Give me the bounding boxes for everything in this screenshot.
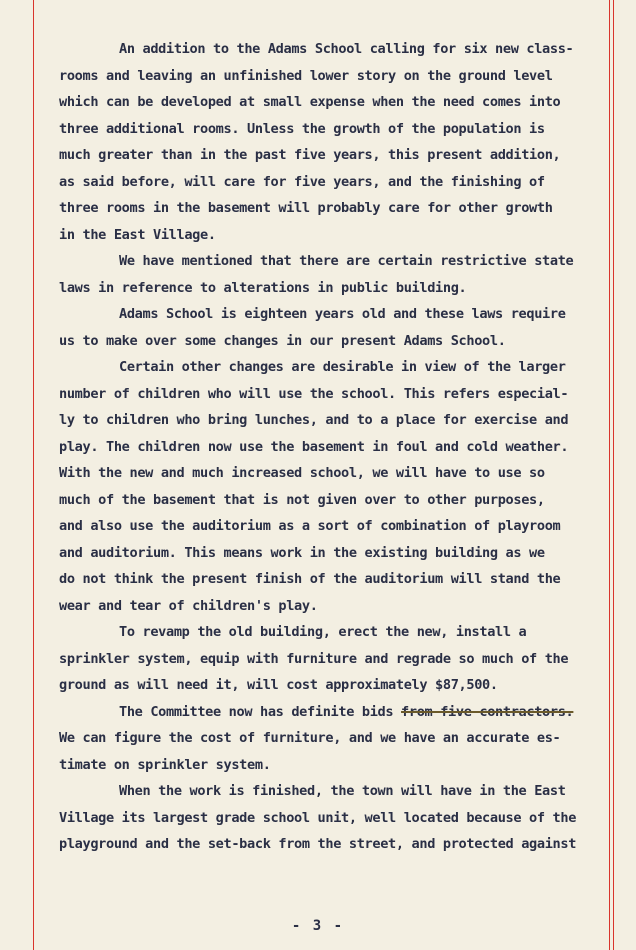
text-line: and auditorium. This means work in the existing building as we: [59, 544, 545, 561]
text-line: We have mentioned that there are certain restrictive state: [119, 253, 574, 269]
page-number: - 3 -: [291, 918, 345, 934]
text-line: much greater than in the past five years, this present addition,: [59, 147, 561, 163]
text-line: playground and the set-back from the street, and protected against: [59, 836, 577, 852]
text-line: and also use the auditorium as a sort of combination of playroom: [59, 518, 561, 534]
text-line: three additional rooms. Unless the growth of the population is: [59, 120, 545, 137]
paragraph-2: [59, 248, 611, 301]
text-line: Certain other changes are desirable in view of the larger: [119, 359, 566, 375]
text-line: much of the basement that is not given over to other purposes,: [59, 491, 545, 508]
text-line: When the work is finished, the town will have in the East: [119, 783, 566, 799]
text-line: in the East Village.: [59, 226, 216, 243]
text-line: ground as will need it, will cost approximately $87,500.: [59, 677, 498, 693]
struck-text: from five contractors.: [401, 703, 574, 720]
text-line: We can figure the cost of furniture, and we have an accurate es-: [59, 730, 561, 746]
paragraph-5: [59, 619, 611, 699]
text-line: sprinkler system, equip with furniture and regrade so much of the: [59, 650, 569, 667]
paragraph-7: [59, 778, 611, 858]
paragraph-1: [59, 36, 611, 248]
text-line: rooms and leaving an unfinished lower story on the ground level: [59, 67, 553, 84]
text-line: wear and tear of children's play.: [59, 597, 318, 614]
text-line: Adams School is eighteen years old and these laws require: [119, 306, 566, 322]
left-margin-rule: [33, 0, 34, 950]
text-line: To revamp the old building, erect the new, install a: [119, 624, 527, 640]
text-line: timate on sprinkler system.: [59, 756, 271, 773]
text-line: Village its largest grade school unit, well located because of the: [59, 809, 577, 826]
text-span: The Committee now has definite bids: [119, 703, 402, 720]
text-line: three rooms in the basement will probably care for other growth: [59, 200, 553, 216]
right-margin-rule-inner: [613, 0, 614, 950]
text-line: laws in reference to alterations in public building.: [59, 279, 467, 296]
text-line: With the new and much increased school, we will have to use so: [59, 465, 545, 481]
text-line: play. The children now use the basement in foul and cold weather.: [59, 438, 569, 455]
text-line: ly to children who bring lunches, and to a place for exercise and: [59, 412, 569, 428]
text-line: number of children who will use the school. This refers especial-: [59, 385, 569, 402]
text-line: do not think the present finish of the auditorium will stand the: [59, 571, 561, 587]
text-line: [59, 699, 611, 726]
paragraph-3: [59, 301, 611, 354]
text-line: which can be developed at small expense when the need comes into: [59, 94, 561, 110]
paragraph-4: [59, 354, 611, 619]
text-line: An addition to the Adams School calling for six new class-: [119, 41, 574, 57]
text-line: us to make over some changes in our present Adams School.: [59, 332, 506, 349]
paragraph-6: [59, 699, 611, 779]
text-line: as said before, will care for five years, and the finishing of: [59, 173, 545, 190]
document-body: [59, 36, 611, 858]
